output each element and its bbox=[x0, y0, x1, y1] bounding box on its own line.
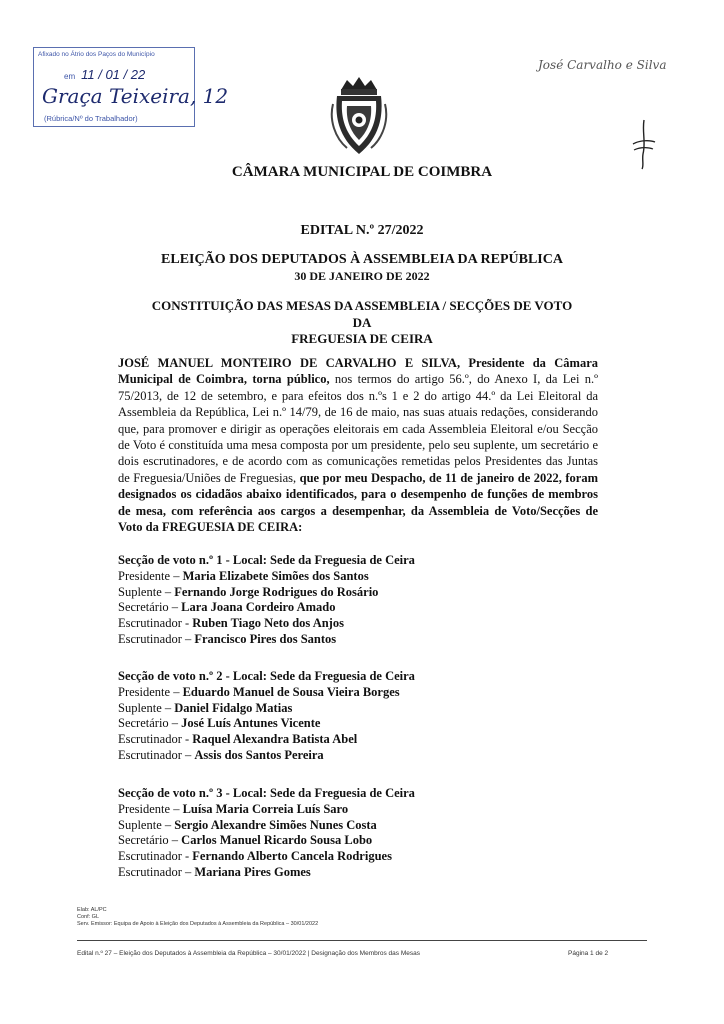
member-role: Presidente bbox=[118, 801, 171, 816]
elab-note: Elab: AL/PC bbox=[77, 907, 107, 913]
member-role: Escrutinador bbox=[118, 849, 182, 864]
body-text: nos termos do artigo 56.º, do Anexo I, da Lei n.º 75/2013, de 12 de setembro, e para efeitos dos n.ºs 1 e 2 do artigo 44.º da Lei Eleitoral da Assembleia da República, Lei n.º 14/79, de 16 de maio, nas suas atuais redações, considerando que, para promover e dirigir as operações eleitorais em cada Assembleia Eleitoral e/ou Secção de Voto é constituída uma mesa composta por um presidente, pelo seu suplente, um secretário e dois escrutinadores, e de acordo com as comunicações remetidas pelos Presidentes das Juntas de Freguesia/Uniões de Freguesias, bbox=[118, 372, 599, 485]
member-name: Luísa Maria Correia Luís Saro bbox=[182, 801, 349, 816]
member-separator: – bbox=[168, 716, 182, 731]
member-role: Escrutinador bbox=[118, 616, 182, 631]
voting-section-3 bbox=[118, 786, 598, 881]
stamp-footer: (Rúbrica/Nº do Trabalhador) bbox=[44, 114, 138, 123]
member-row bbox=[118, 802, 598, 818]
member-name: Raquel Alexandra Batista Abel bbox=[192, 732, 358, 747]
member-name: Ruben Tiago Neto dos Anjos bbox=[192, 616, 344, 631]
posting-stamp bbox=[33, 47, 229, 127]
footer-document-reference: Edital n.º 27 – Eleição dos Deputados à Assembleia da República – 30/01/2022 | Designação dos Membros das Mesas bbox=[77, 950, 420, 957]
member-name: Fernando Alberto Cancela Rodrigues bbox=[192, 849, 392, 864]
member-name: José Luís Antunes Vicente bbox=[181, 716, 321, 731]
member-separator: – bbox=[161, 817, 175, 832]
constitution-heading: CONSTITUIÇÃO DAS MESAS DA ASSEMBLEIA / SECÇÕES DE VOTO bbox=[151, 298, 573, 313]
stamp-signature: Graça Teixeira, 12 bbox=[42, 84, 229, 108]
member-role: Suplente bbox=[118, 584, 162, 599]
member-row bbox=[118, 685, 598, 701]
member-role: Presidente bbox=[118, 568, 171, 583]
member-row bbox=[118, 616, 598, 632]
document-control-notes bbox=[77, 907, 318, 928]
section-title: Secção de voto n.º 1 - Local: Sede da Freguesia de Ceira bbox=[118, 553, 415, 567]
member-name: Maria Elizabete Simões dos Santos bbox=[182, 568, 369, 583]
handwritten-initials-mark bbox=[628, 118, 658, 170]
member-role: Secretário bbox=[118, 833, 169, 848]
member-role: Secretário bbox=[118, 600, 169, 615]
member-role: Escrutinador bbox=[118, 864, 182, 879]
body-bold-lead: JOSÉ MANUEL MONTEIRO DE CARVALHO E SILVA, Presidente da Câmara Municipal de Coimbra, torna público, bbox=[118, 356, 598, 387]
member-row bbox=[118, 632, 598, 648]
member-separator: – bbox=[170, 801, 183, 816]
edict-body-paragraph bbox=[118, 355, 598, 535]
member-row bbox=[118, 748, 598, 764]
organization-title: CÂMARA MUNICIPAL DE COIMBRA bbox=[231, 164, 493, 180]
page-number: Página 1 de 2 bbox=[568, 950, 609, 957]
member-role: Suplente bbox=[118, 700, 162, 715]
member-separator: – bbox=[168, 833, 182, 848]
member-separator: – bbox=[161, 584, 175, 599]
voting-section-1 bbox=[118, 553, 598, 648]
section-title: Secção de voto n.º 2 - Local: Sede da Freguesia de Ceira bbox=[118, 669, 415, 683]
edital-number: EDITAL N.º 27/2022 bbox=[300, 223, 424, 238]
member-name: Francisco Pires dos Santos bbox=[194, 631, 337, 646]
stamp-date-prefix: em bbox=[64, 72, 76, 81]
member-separator: – bbox=[181, 747, 195, 762]
member-separator: – bbox=[170, 568, 183, 583]
conf-note: Conf: GL bbox=[77, 914, 100, 920]
member-name: Sergio Alexandre Simões Nunes Costa bbox=[174, 817, 377, 832]
member-row bbox=[118, 833, 598, 849]
member-role: Presidente bbox=[118, 684, 171, 699]
member-name: Daniel Fidalgo Matias bbox=[174, 700, 293, 715]
member-role: Suplente bbox=[118, 817, 162, 832]
footer-divider bbox=[77, 940, 647, 941]
body-bold-tail: que por meu Despacho, de 11 de janeiro de 2022, foram designados os cidadãos abaixo identificados, para o desempenho de funções de membros de mesa, com referência aos cargos a desempenhar, da Assembleia de Voto/Secções de Voto da FREGUESIA DE CEIRA: bbox=[118, 470, 599, 535]
member-separator: – bbox=[168, 600, 182, 615]
issuer-note: Serv. Emissor: Equipa de Apoio à Eleição dos Deputados à Assembleia da República – 30/01/2022 bbox=[77, 921, 319, 927]
member-separator: - bbox=[181, 616, 193, 631]
member-role: Escrutinador bbox=[118, 732, 182, 747]
election-date: 30 DE JANEIRO DE 2022 bbox=[294, 269, 430, 283]
member-name: Lara Joana Cordeiro Amado bbox=[181, 600, 336, 615]
member-name: Fernando Jorge Rodrigues do Rosário bbox=[174, 584, 379, 599]
member-role: Escrutinador bbox=[118, 631, 182, 646]
member-name: Carlos Manuel Ricardo Sousa Lobo bbox=[181, 833, 373, 848]
member-row bbox=[118, 585, 598, 601]
member-separator: – bbox=[161, 700, 175, 715]
voting-section-2 bbox=[118, 669, 598, 764]
stamp-header: Afixado no Átrio dos Paços do Município bbox=[38, 51, 155, 58]
member-separator: – bbox=[170, 684, 183, 699]
section-title: Secção de voto n.º 3 - Local: Sede da Freguesia de Ceira bbox=[118, 786, 415, 800]
member-row bbox=[118, 732, 598, 748]
member-row bbox=[118, 569, 598, 585]
member-row bbox=[118, 818, 598, 834]
member-name: Eduardo Manuel de Sousa Vieira Borges bbox=[182, 684, 400, 699]
member-name: Mariana Pires Gomes bbox=[194, 864, 311, 879]
member-row bbox=[118, 600, 598, 616]
member-row bbox=[118, 716, 598, 732]
stamp-date bbox=[64, 67, 145, 82]
constitution-heading-parish: FREGUESIA DE CEIRA bbox=[291, 331, 433, 346]
member-separator: - bbox=[181, 849, 193, 864]
member-row bbox=[118, 865, 598, 881]
member-name: Assis dos Santos Pereira bbox=[194, 747, 324, 762]
constitution-heading-connector: DA bbox=[352, 315, 372, 330]
member-separator: - bbox=[181, 732, 193, 747]
member-separator: – bbox=[181, 864, 195, 879]
member-row bbox=[118, 849, 598, 865]
coimbra-coat-of-arms-icon bbox=[327, 74, 391, 158]
handwritten-signature-top: José Carvalho e Silva bbox=[538, 58, 667, 72]
member-separator: – bbox=[181, 631, 195, 646]
member-role: Secretário bbox=[118, 716, 169, 731]
stamp-date-value: 11 / 01 / 22 bbox=[81, 67, 146, 82]
member-role: Escrutinador bbox=[118, 747, 182, 762]
member-row bbox=[118, 701, 598, 717]
election-title: ELEIÇÃO DOS DEPUTADOS À ASSEMBLEIA DA REPÚBLICA bbox=[161, 252, 563, 267]
